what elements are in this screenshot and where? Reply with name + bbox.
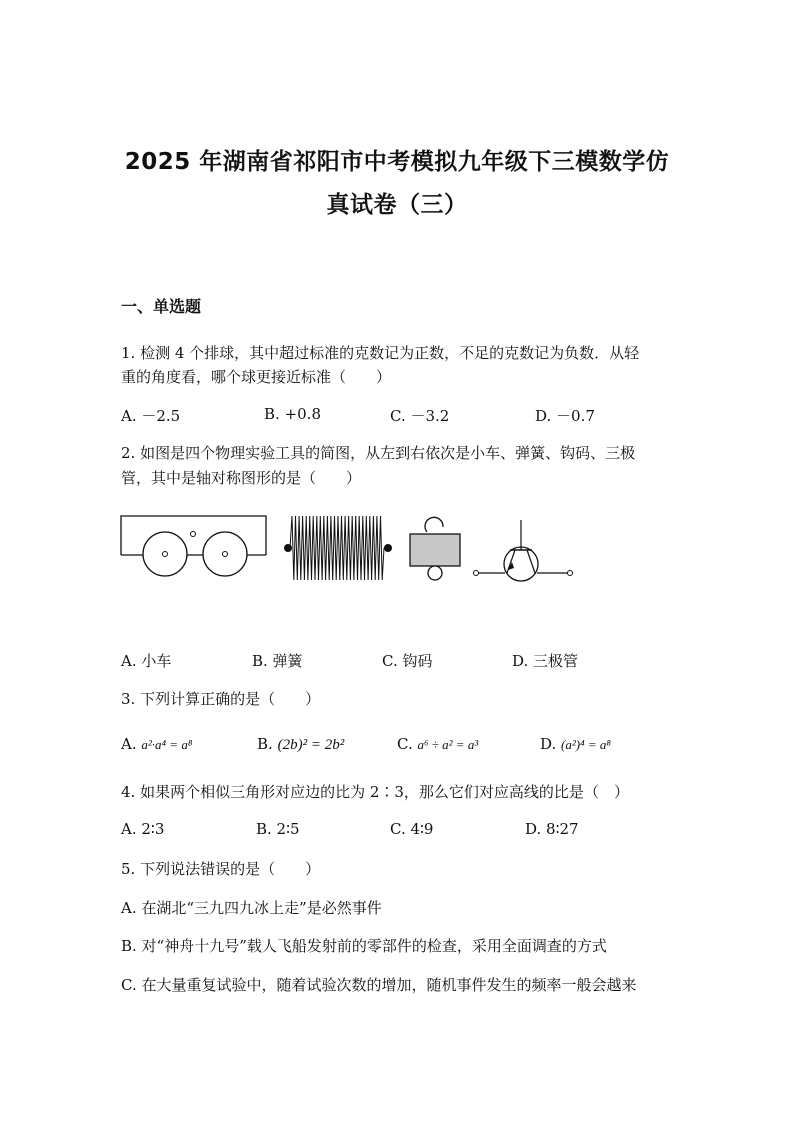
q2-option-b: B. 弹簧 bbox=[252, 652, 303, 670]
q5-stem: 5. 下列说法错误的是（ ） bbox=[121, 860, 321, 878]
q3-option-a-math: a²·a⁴ = a⁸ bbox=[141, 737, 193, 752]
q1-stem-line1: 1. 检测 4 个排球，其中超过标准的克数记为正数，不足的克数记为负数．从轻 bbox=[121, 344, 640, 362]
q2-stem-line1: 2. 如图是四个物理实验工具的简图，从左到右依次是小车、弹簧、钩码、三极 bbox=[121, 444, 636, 462]
q1-option-a: A. －2.5 bbox=[121, 407, 181, 425]
q4-option-a: A. 2∶3 bbox=[121, 820, 165, 838]
q3-option-b-letter: B. bbox=[257, 735, 273, 753]
weight-icon bbox=[405, 512, 465, 584]
q5-option-b: B. 对“神舟十九号”载人飞船发射前的零部件的检查，采用全面调查的方式 bbox=[121, 937, 607, 955]
q3-option-c-math: a⁶ ÷ a² = a³ bbox=[417, 737, 479, 752]
q2-option-c: C. 钩码 bbox=[382, 652, 433, 670]
q2-option-a: A. 小车 bbox=[121, 652, 172, 670]
q3-option-d-math: (a²)⁴ = a⁸ bbox=[561, 737, 611, 752]
q1-stem-line2: 重的角度看，哪个球更接近标准（ ） bbox=[121, 368, 392, 386]
q3-option-a-letter: A. bbox=[121, 735, 137, 753]
q3-option-b bbox=[257, 735, 344, 754]
q1-option-d: D. －0.7 bbox=[535, 407, 595, 425]
q2-stem-line2: 管，其中是轴对称图形的是（ ） bbox=[121, 469, 362, 487]
page-title-line1: 2025 年湖南省祁阳市中考模拟九年级下三模数学仿 bbox=[124, 149, 670, 175]
q5-option-c: C. 在大量重复试验中，随着试验次数的增加，随机事件发生的频率一般会越来 bbox=[121, 976, 637, 994]
spring-icon bbox=[282, 512, 394, 584]
q3-option-d-letter: D. bbox=[540, 735, 557, 753]
q4-stem: 4. 如果两个相似三角形对应边的比为 2∶3，那么它们对应高线的比是（ ） bbox=[121, 783, 629, 801]
q3-option-c bbox=[397, 735, 478, 753]
q3-option-d bbox=[540, 735, 611, 753]
q3-stem: 3. 下列计算正确的是（ ） bbox=[121, 690, 321, 708]
q5-option-a: A. 在湖北“三九四九冰上走”是必然事件 bbox=[121, 899, 382, 917]
q2-option-d: D. 三极管 bbox=[512, 652, 579, 670]
page-title-line2: 真试卷（三） bbox=[326, 192, 468, 218]
q4-option-b: B. 2∶5 bbox=[256, 820, 300, 838]
transistor-icon bbox=[470, 512, 576, 584]
q3-option-c-letter: C. bbox=[397, 735, 413, 753]
q3-option-b-math: (2b)² = 2b² bbox=[277, 737, 345, 753]
q4-option-d: D. 8∶27 bbox=[525, 820, 579, 838]
q1-option-c: C. －3.2 bbox=[390, 407, 450, 425]
q3-option-a bbox=[121, 735, 192, 753]
q4-option-c: C. 4∶9 bbox=[390, 820, 434, 838]
car-icon bbox=[118, 512, 270, 590]
q1-option-b: B. +0.8 bbox=[264, 405, 321, 423]
section-heading: 一、单选题 bbox=[121, 297, 202, 316]
